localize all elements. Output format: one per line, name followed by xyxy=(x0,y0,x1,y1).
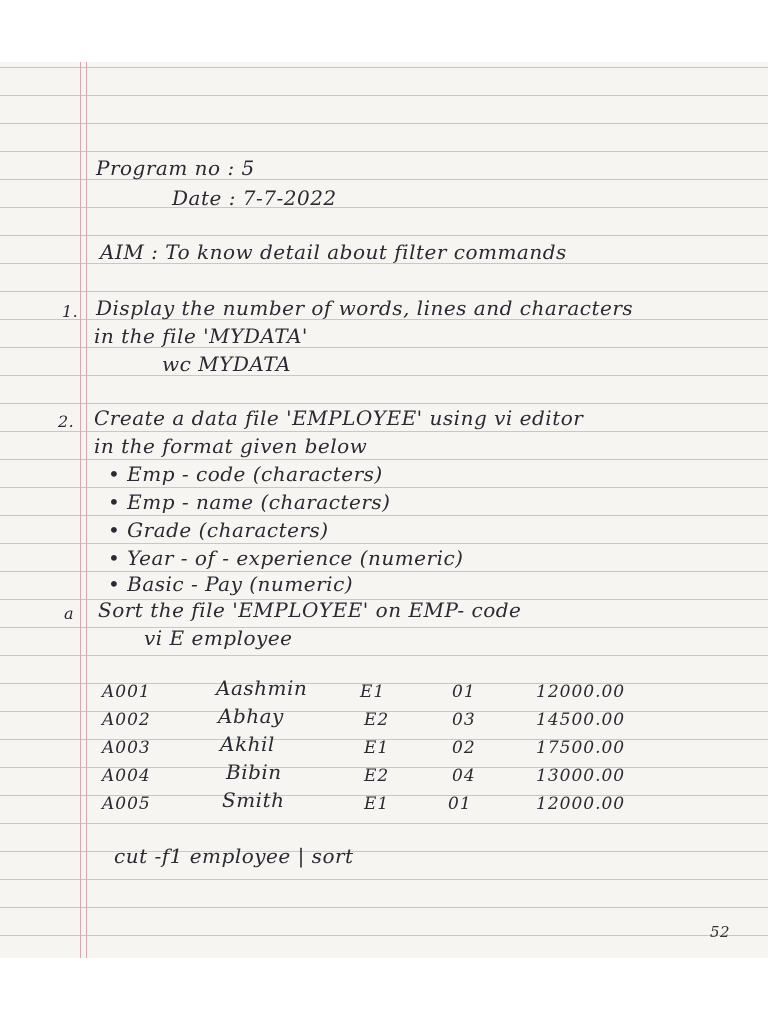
cut-command: cut -f1 employee | sort xyxy=(114,844,354,868)
field-item: • Basic - Pay (numeric) xyxy=(108,572,354,596)
table-cell-basic-pay: 12000.00 xyxy=(536,682,626,702)
notebook-page xyxy=(0,62,768,958)
question-2-marker: 2. xyxy=(58,412,75,431)
field-item: • Emp - name (characters) xyxy=(108,490,391,514)
table-cell-basic-pay: 12000.00 xyxy=(536,794,626,814)
question-2-line-1: Create a data file 'EMPLOYEE' using vi editor xyxy=(94,406,584,430)
program-number: Program no : 5 xyxy=(96,156,255,180)
field-item: • Grade (characters) xyxy=(108,518,329,542)
table-cell-code: A001 xyxy=(102,682,151,702)
date: Date : 7-7-2022 xyxy=(172,186,337,210)
table-cell-code: A002 xyxy=(102,710,151,730)
table-cell-grade: E1 xyxy=(360,682,386,702)
table-cell-basic-pay: 17500.00 xyxy=(536,738,626,758)
part-a-marker: a xyxy=(64,604,75,623)
question-1-line-1: Display the number of words, lines and characters xyxy=(96,296,634,320)
table-cell-grade: E2 xyxy=(364,766,390,786)
table-cell-grade: E1 xyxy=(364,794,390,814)
question-1-command: wc MYDATA xyxy=(162,352,291,376)
table-cell-basic-pay: 14500.00 xyxy=(536,710,626,730)
field-item: • Emp - code (characters) xyxy=(108,462,383,486)
part-a-command: vi E employee xyxy=(144,626,293,650)
question-1-line-2: in the file 'MYDATA' xyxy=(94,324,308,348)
table-cell-experience: 03 xyxy=(452,710,476,730)
margin-line xyxy=(80,62,81,958)
table-cell-grade: E2 xyxy=(364,710,390,730)
table-cell-experience: 01 xyxy=(448,794,472,814)
table-cell-basic-pay: 13000.00 xyxy=(536,766,626,786)
table-cell-experience: 02 xyxy=(452,738,476,758)
table-cell-experience: 01 xyxy=(452,682,476,702)
table-cell-experience: 04 xyxy=(452,766,476,786)
table-cell-name: Akhil xyxy=(220,732,275,756)
question-2-line-2: in the format given below xyxy=(94,434,368,458)
table-cell-code: A003 xyxy=(102,738,151,758)
question-1-marker: 1. xyxy=(62,302,79,321)
table-cell-grade: E1 xyxy=(364,738,390,758)
table-cell-name: Abhay xyxy=(218,704,284,728)
table-cell-code: A004 xyxy=(102,766,151,786)
table-cell-name: Bibin xyxy=(226,760,282,784)
page-number: 52 xyxy=(710,923,731,941)
table-cell-name: Aashmin xyxy=(216,676,308,700)
table-cell-code: A005 xyxy=(102,794,151,814)
field-item: • Year - of - experience (numeric) xyxy=(108,546,464,570)
table-cell-name: Smith xyxy=(222,788,285,812)
part-a-line-1: Sort the file 'EMPLOYEE' on EMP- code xyxy=(98,598,522,622)
aim: AIM : To know detail about filter commands xyxy=(100,240,567,264)
margin-line xyxy=(86,62,87,958)
